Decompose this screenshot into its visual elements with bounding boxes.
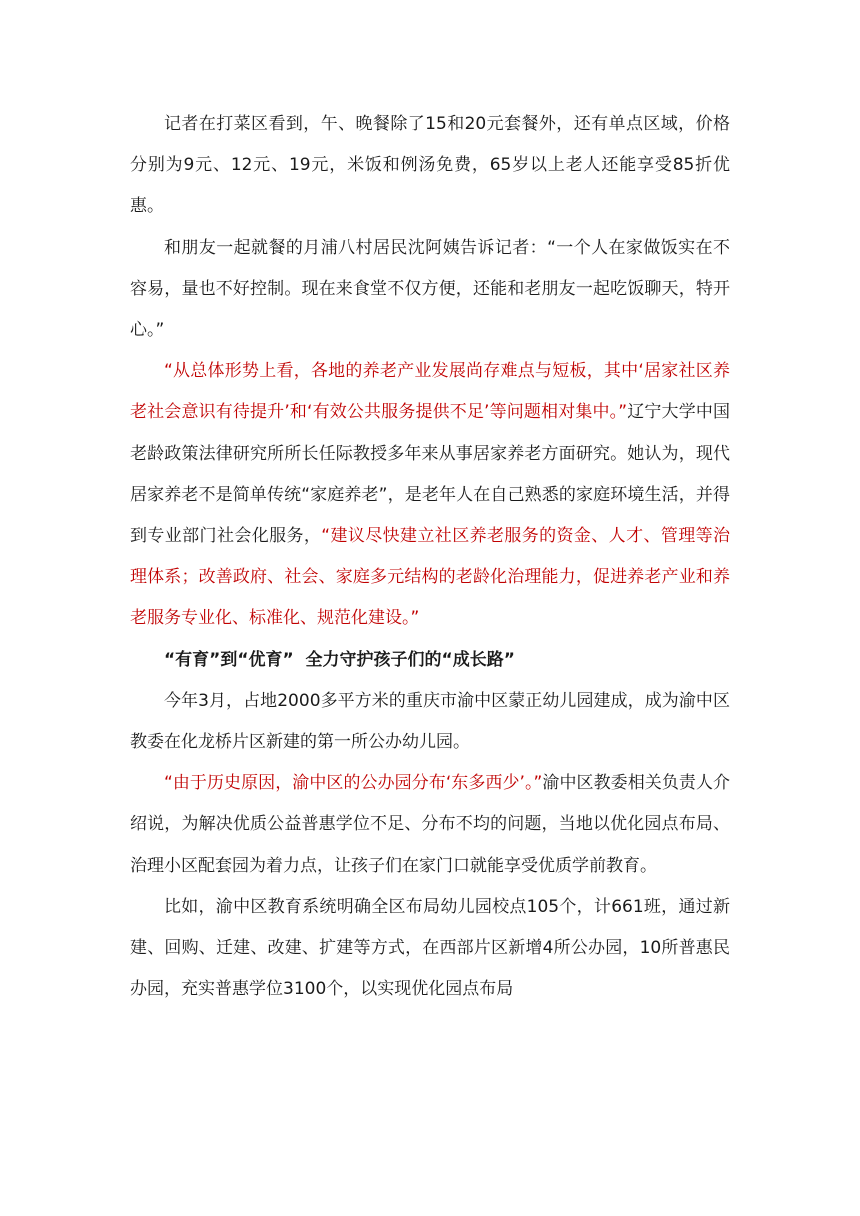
paragraph-text: 和朋友一起就餐的月浦八村居民沈阿姨告诉记者：“一个人在家做饭实在不容易，量也不好控制。现在来食堂不仅方便，还能和老朋友一起吃饭聊天，特开心。” bbox=[130, 237, 730, 341]
paragraph-resident-quote bbox=[130, 228, 730, 352]
section-heading bbox=[130, 640, 730, 681]
paragraph-text: 记者在打菜区看到，午、晚餐除了15和20元套餐外，还有单点区域，价格分别为9元、12元、19元，米饭和例汤免费，65岁以上老人还能享受85折优惠。 bbox=[130, 114, 730, 217]
paragraph-kindergarten-built bbox=[130, 681, 730, 763]
paragraph-text: 比如，渝中区教育系统明确全区布局幼儿园校点105个，计661班，通过新建、回购、迁建、改建、扩建等方式，在西部片区新增4所公办园，10所普惠民办园，充实普惠学位3100个，以实现优化园点布局 bbox=[130, 896, 730, 1000]
paragraph-text: 辽宁大学中国老龄政策法律研究所所长任际教授多年来从事居家养老方面研究。她认为，现代居家养老不是简单传统“家庭养老”，是老年人在自己熟悉的家庭环境生活，并得到专业部门社会化服务， bbox=[130, 402, 730, 547]
section-heading-text: “有育”到“优育” 全力守护孩子们的“成长路” bbox=[164, 649, 515, 670]
paragraph-canteen-prices bbox=[130, 104, 730, 228]
paragraph-text: 今年3月，占地2000多平方米的重庆市渝中区蒙正幼儿园建成，成为渝中区教委在化龙桥片区新建的第一所公办幼儿园。 bbox=[130, 690, 730, 753]
highlighted-quote: “由于历史原因，渝中区的公办园分布‘东多西少’。” bbox=[164, 773, 543, 794]
highlighted-quote: “建议尽快建立社区养老服务的资金、人才、管理等治理体系；改善政府、社会、家庭多元结构的老龄化治理能力，促进养老产业和养老服务专业化、标准化、规范化建设。” bbox=[130, 526, 731, 629]
highlighted-quote: “从总体形势上看，各地的养老产业发展尚存难点与短板，其中‘居家社区养老社会意识有待提升’和‘有效公共服务提供不足’等问题相对集中。” bbox=[130, 361, 730, 423]
paragraph-layout-plan bbox=[130, 887, 730, 1011]
paragraph-distribution bbox=[130, 763, 730, 887]
document-body bbox=[130, 104, 730, 1010]
paragraph-expert-opinion bbox=[130, 351, 730, 639]
paragraph-text: 渝中区教委相关负责人介绍说，为解决优质公益普惠学位不足、分布不均的问题，当地以优化园点布局、治理小区配套园为着力点，让孩子们在家门口就能享受优质学前教育。 bbox=[130, 773, 731, 876]
